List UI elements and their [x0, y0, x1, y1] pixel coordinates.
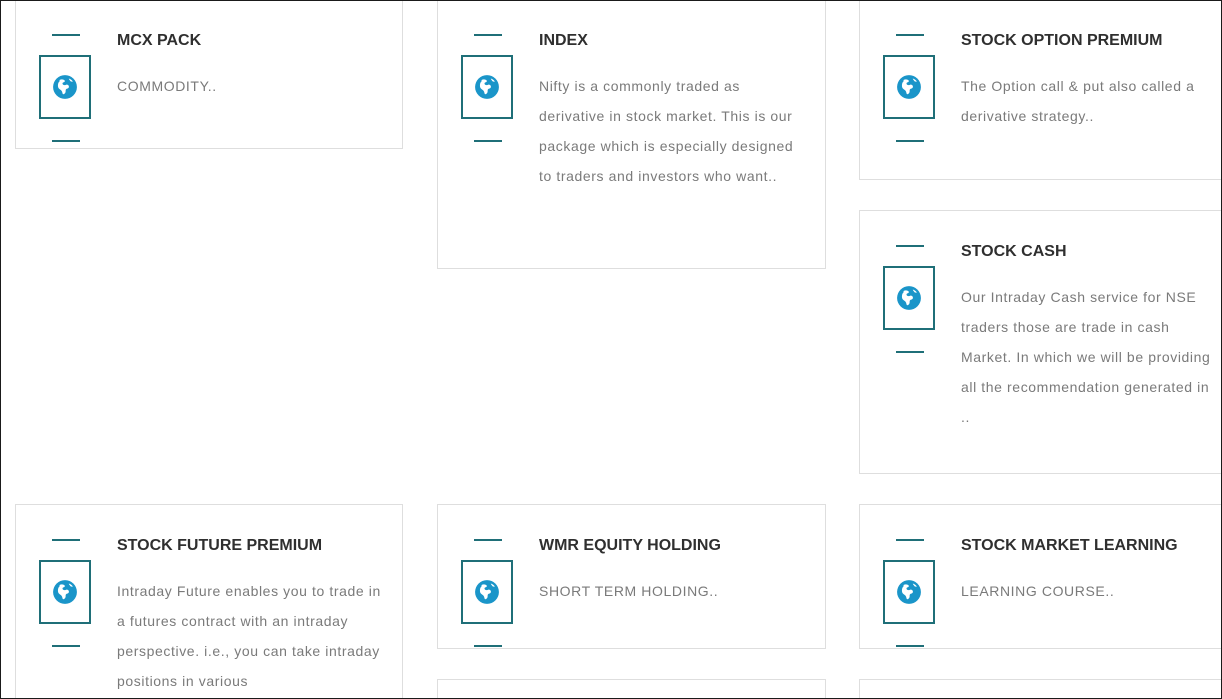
globe-icon: [474, 74, 500, 100]
accent-dash-top: [52, 539, 80, 541]
accent-dash-top: [896, 34, 924, 36]
service-card-mcx-pack[interactable]: [15, 0, 403, 149]
accent-dash-top: [896, 539, 924, 541]
service-card-stock-cash[interactable]: [859, 210, 1222, 474]
service-description: SHORT TERM HOLDING..: [539, 583, 719, 599]
service-card-wmr-equity-holding[interactable]: [437, 504, 826, 649]
accent-dash-bottom: [474, 140, 502, 142]
service-icon-box[interactable]: [39, 55, 91, 119]
accent-dash-bottom: [896, 140, 924, 142]
service-title[interactable]: STOCK FUTURE PREMIUM: [117, 537, 323, 554]
service-card-stock-future-premium[interactable]: [15, 504, 403, 699]
accent-dash-bottom: [474, 645, 502, 647]
service-icon-box[interactable]: [39, 560, 91, 624]
service-description: Intraday Future enables you to trade in a futures contract with an intraday perspective. i.e., you can take intraday positions in various: [117, 583, 381, 689]
service-title[interactable]: STOCK OPTION PREMIUM: [961, 32, 1163, 49]
service-title[interactable]: WMR EQUITY HOLDING: [539, 537, 721, 554]
service-icon-box[interactable]: [461, 560, 513, 624]
service-title[interactable]: STOCK MARKET LEARNING: [961, 537, 1178, 554]
accent-dash-top: [52, 34, 80, 36]
service-card-index[interactable]: [437, 0, 826, 269]
service-description: LEARNING COURSE..: [961, 583, 1115, 599]
globe-icon: [474, 579, 500, 605]
globe-icon: [52, 579, 78, 605]
service-card-partial[interactable]: [437, 679, 826, 699]
service-description: Nifty is a commonly traded as derivative in stock market. This is our package which is especially designed to traders and investors who want..: [539, 78, 794, 184]
accent-dash-bottom: [896, 645, 924, 647]
accent-dash-bottom: [52, 140, 80, 142]
accent-dash-top: [474, 539, 502, 541]
service-title[interactable]: MCX PACK: [117, 32, 202, 49]
accent-dash-top: [896, 245, 924, 247]
globe-icon: [896, 579, 922, 605]
service-card-partial[interactable]: [859, 679, 1222, 699]
service-card-stock-option-premium[interactable]: [859, 0, 1222, 180]
globe-icon: [896, 285, 922, 311]
accent-dash-bottom: [52, 645, 80, 647]
globe-icon: [896, 74, 922, 100]
service-description: COMMODITY..: [117, 78, 217, 94]
service-icon-box[interactable]: [883, 560, 935, 624]
service-icon-box[interactable]: [883, 55, 935, 119]
accent-dash-top: [474, 34, 502, 36]
service-description: The Option call & put also called a derivative strategy..: [961, 78, 1195, 124]
service-card-stock-market-learning[interactable]: [859, 504, 1222, 649]
accent-dash-bottom: [896, 351, 924, 353]
service-icon-box[interactable]: [883, 266, 935, 330]
service-title[interactable]: INDEX: [539, 32, 588, 49]
service-icon-box[interactable]: [461, 55, 513, 119]
service-description: Our Intraday Cash service for NSE traders those are trade in cash Market. In which we will be providing all the recommendation generated in ..: [961, 289, 1211, 425]
service-title[interactable]: STOCK CASH: [961, 243, 1067, 260]
globe-icon: [52, 74, 78, 100]
